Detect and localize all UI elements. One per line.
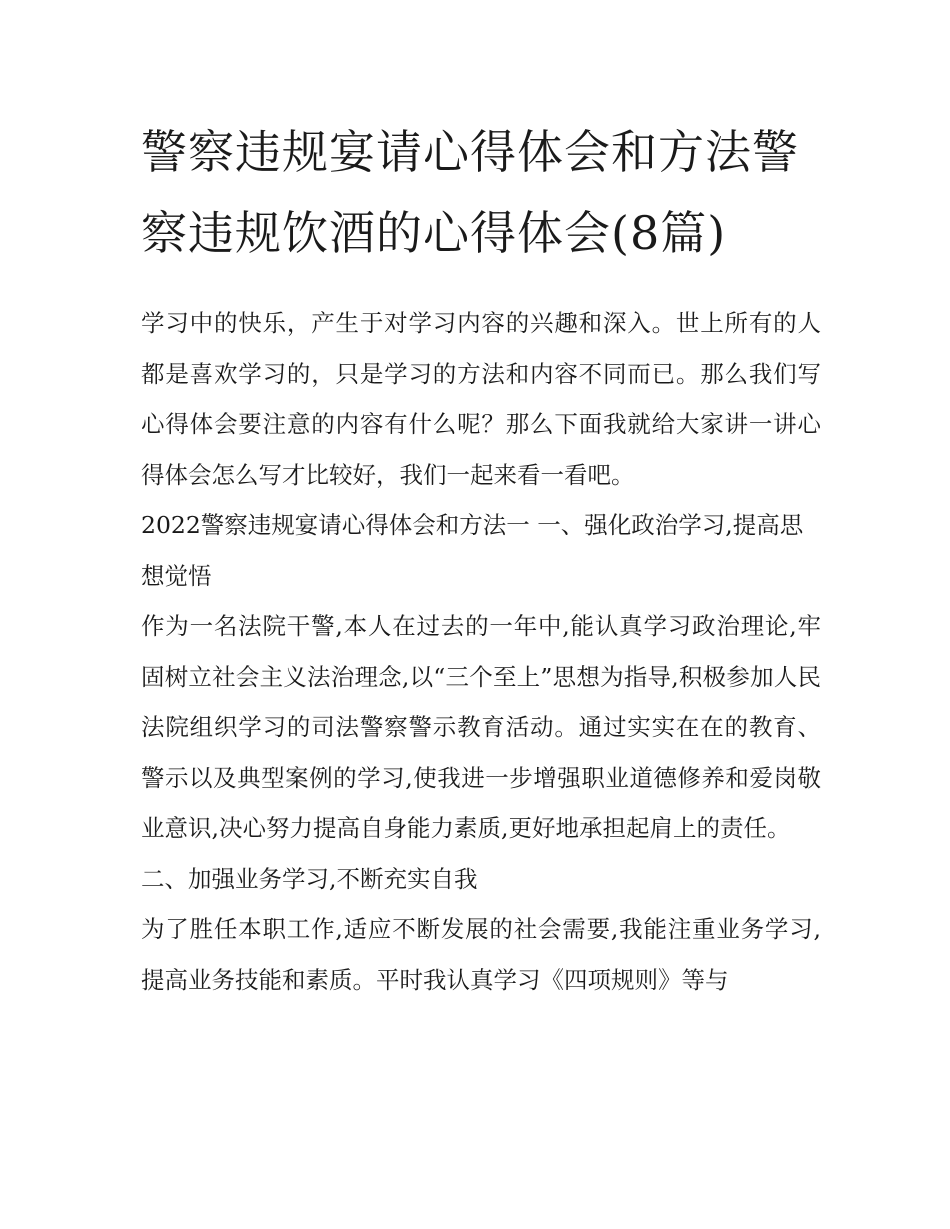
body-paragraph-2: 为了胜任本职工作,适应不断发展的社会需要,我能注重业务学习,提高业务技能和素质。平时我认真学习《四项规则》等与 (141, 915, 821, 994)
subheading-2: 二、加强业务学习,不断充实自我 (141, 864, 478, 893)
intro-paragraph: 学习中的快乐，产生于对学习内容的兴趣和深入。世上所有的人都是喜欢学习的，只是学习的方法和内容不同而已。那么我们写心得体会要注意的内容有什么呢？那么下面我就给大家讲一讲心得体会怎么写才比较好，我们一起来看一看吧。 (141, 309, 821, 489)
document-page (141, 112, 821, 1005)
body-paragraph-1: 作为一名法院干警,本人在过去的一年中,能认真学习政治理论,牢固树立社会主义法治理念,以“三个至上”思想为指导,积极参加人民法院组织学习的司法警察警示教育活动。通过实实在在的教育、警示以及典型案例的学习,使我进一步增强职业道德修养和爱岗敬业意识,决心努力提高自身能力素质,更好地承担起肩上的责任。 (141, 612, 821, 842)
section-heading: 2022警察违规宴请心得体会和方法一 一、强化政治学习,提高思想觉悟 (141, 511, 804, 590)
document-title: 警察违规宴请心得体会和方法警察违规饮酒的心得体会(8篇) (141, 125, 799, 260)
